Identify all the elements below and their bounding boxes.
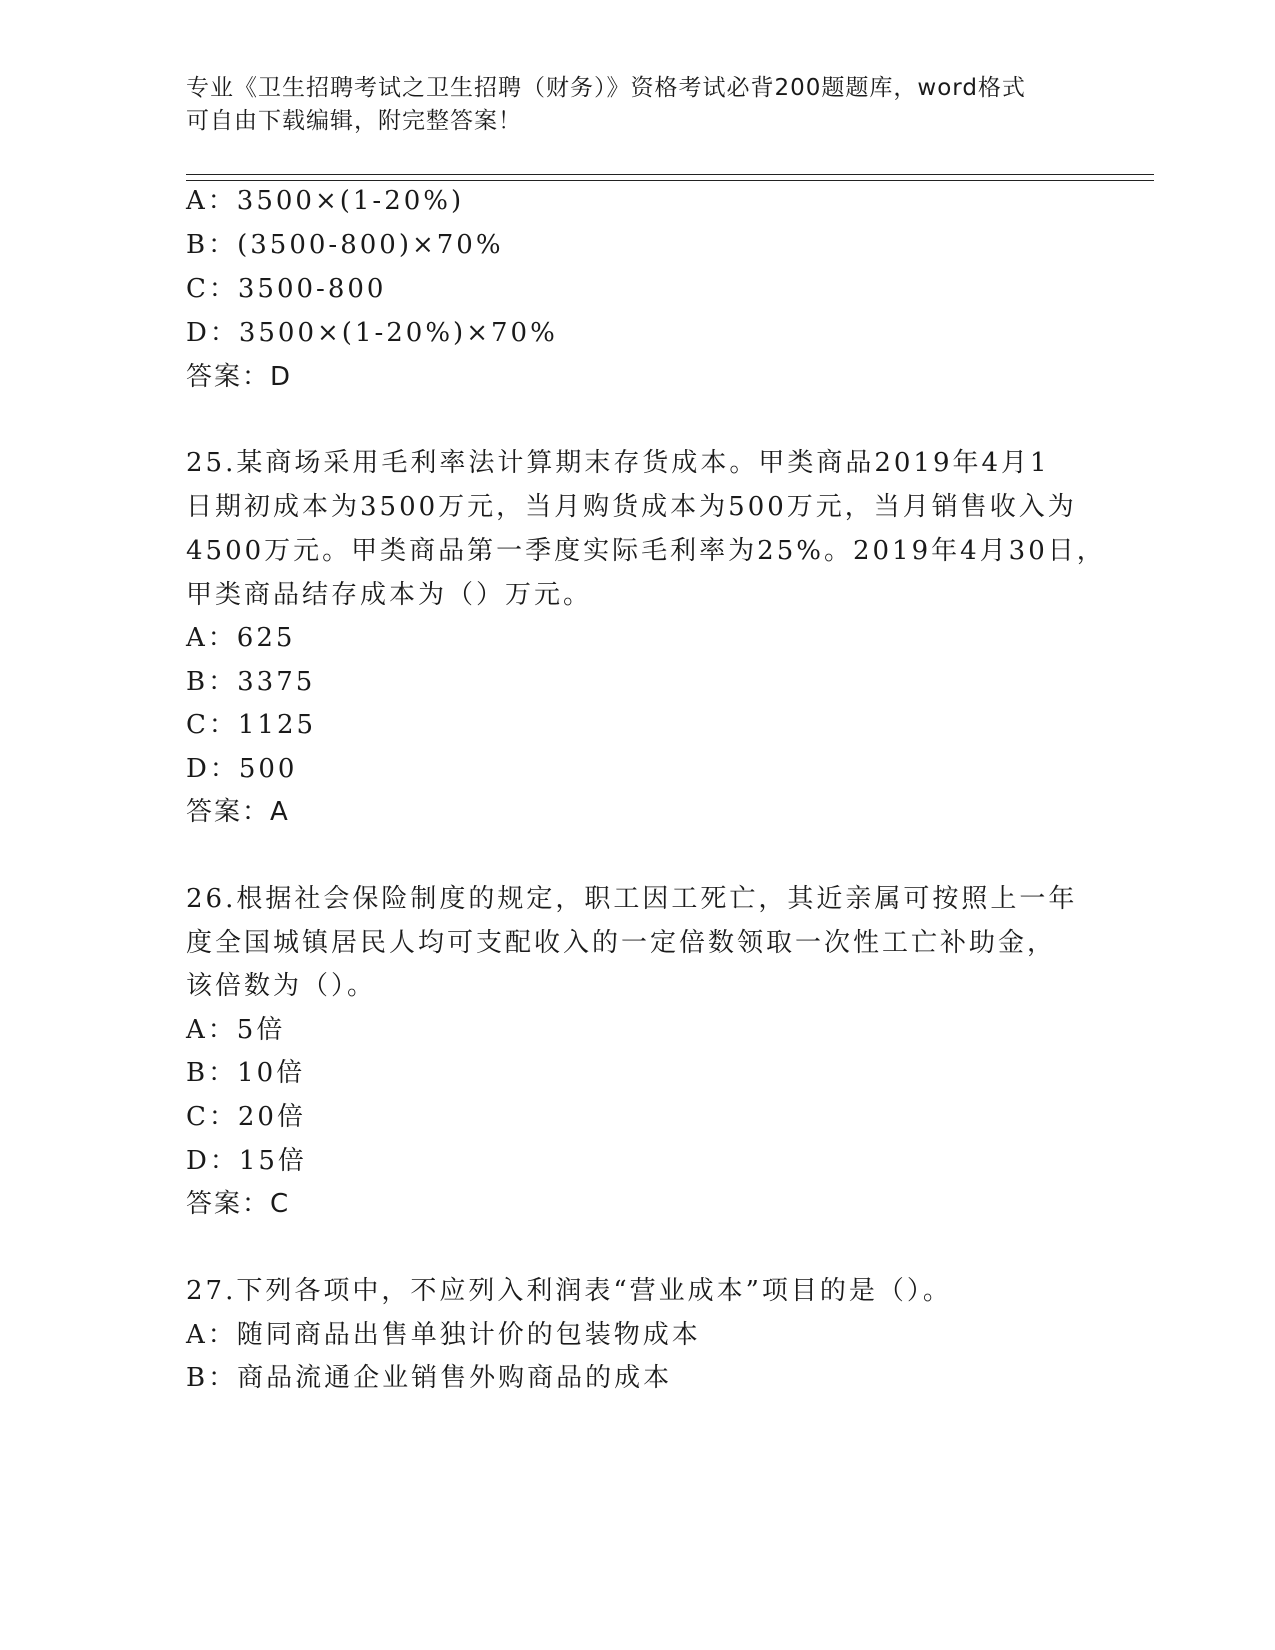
q25-stem-line-1: 25.某商场采用毛利率法计算期末存货成本。甲类商品2019年4月1 bbox=[186, 448, 1050, 478]
q25-option-c: C：1125 bbox=[186, 710, 317, 740]
q24-option-b: B：(3500-800)×70% bbox=[186, 230, 504, 260]
q25-option-b: B：3375 bbox=[186, 667, 316, 697]
q27-option-a: A：随同商品出售单独计价的包装物成本 bbox=[186, 1320, 701, 1350]
q26-option-d: D：15倍 bbox=[186, 1146, 307, 1176]
header-title-line-2: 可自由下载编辑，附完整答案！ bbox=[186, 108, 522, 134]
q25-answer: 答案：A bbox=[186, 797, 290, 827]
q26-option-a: A：5倍 bbox=[186, 1015, 286, 1045]
q24-option-d: D：3500×(1-20%)×70% bbox=[186, 318, 558, 348]
q24-answer: 答案：D bbox=[186, 362, 293, 392]
document-header bbox=[186, 72, 1086, 138]
q26-answer: 答案：C bbox=[186, 1189, 291, 1219]
header-divider-bottom bbox=[186, 180, 1154, 181]
q25-stem-line-3: 4500万元。甲类商品第一季度实际毛利率为25%。2019年4月30日， bbox=[186, 536, 1106, 566]
q24-option-a: A：3500×(1-20%) bbox=[186, 186, 465, 216]
q25-stem-line-4: 甲类商品结存成本为（）万元。 bbox=[186, 580, 593, 610]
header-title-line-1: 专业《卫生招聘考试之卫生招聘（财务）》资格考试必背200题题库，word格式 bbox=[186, 75, 1026, 101]
q26-stem-line-2: 度全国城镇居民人均可支配收入的一定倍数领取一次性工亡补助金， bbox=[186, 928, 1057, 958]
q26-stem-line-1: 26.根据社会保险制度的规定，职工因工死亡，其近亲属可按照上一年 bbox=[186, 884, 1078, 914]
q26-stem-line-3: 该倍数为（）。 bbox=[186, 971, 377, 1001]
header-divider-top bbox=[186, 174, 1154, 175]
q25-option-a: A：625 bbox=[186, 623, 296, 653]
q26-option-b: B：10倍 bbox=[186, 1058, 306, 1088]
q25-option-d: D：500 bbox=[186, 754, 298, 784]
q24-option-c: C：3500-800 bbox=[186, 274, 387, 304]
q27-option-b: B：商品流通企业销售外购商品的成本 bbox=[186, 1363, 673, 1393]
q27-stem-line-1: 27.下列各项中，不应列入利润表“营业成本”项目的是（）。 bbox=[186, 1276, 952, 1306]
q25-stem-line-2: 日期初成本为3500万元，当月购货成本为500万元，当月销售收入为 bbox=[186, 492, 1077, 522]
q26-option-c: C：20倍 bbox=[186, 1102, 306, 1132]
